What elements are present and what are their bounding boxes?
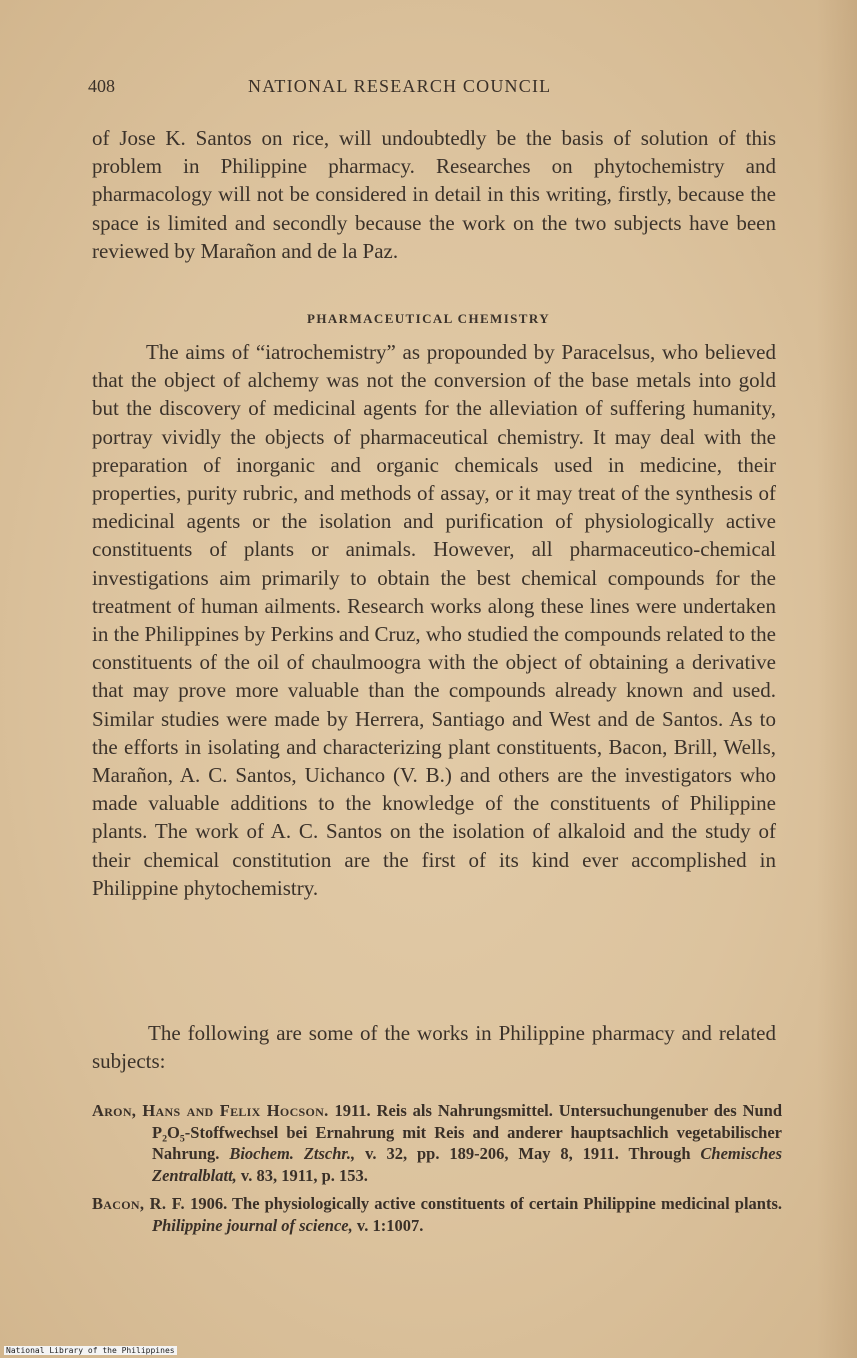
scan-credit: National Library of the Philippines — [6, 1346, 175, 1355]
paragraph-pharmaceutical-chemistry: The aims of “iatrochemistry” as propounded by Paracelsus, who believed that the object of alchemy was not the conversion of the base metals into gold but the discovery of medicinal agents for the alleviation of suffering humanity, portray vividly the objects of pharmaceutical chemistry. It may deal with the preparation of inorganic and organic chemicals used in medicine, their properties, purity rubric, and methods of assay, or it may treat of the synthesis of medicinal agents or the isolation and purification of physiologically active constituents of plants or animals. However, all pharmaceutico-chemical investigations aim primarily to obtain the best chemical compounds for the treatment of human ailments. Research works along these lines were undertaken in the Philippines by Perkins and Cruz, who studied the compounds related to the constituents of the oil of chaulmoogra with the object of obtaining a derivative that may prove more valuable than the compounds already known and used. Similar studies were made by Herrera, Santiago and West and de Santos. As to the efforts in isolating and characterizing plant constituents, Bacon, Brill, Wells, Marañon, A. C. Santos, Uichanco (V. B.) and others are the investigators who made valuable additions to the knowledge of the constituents of Philippine plants. The work of A. C. Santos on the isolation of alkaloid and the study of their chemical constitution are the first of its kind ever accomplished in Philippine phytochemistry. — [92, 340, 776, 900]
reference-journal: Philippine journal of science, — [152, 1215, 353, 1235]
reference-author: Aron, Hans and Felix Hocson. — [92, 1101, 329, 1120]
reference-details: v. 32, pp. 189-206, May 8, 1911. Through — [365, 1144, 691, 1163]
reference-list — [92, 1100, 782, 1243]
paragraph-continued: of Jose K. Santos on rice, will undoubtedly be the basis of solution of this problem in Philippine pharmacy. Researches on phytochemistry and pharmacology will not be considered in detail in this writing, firstly, because the space is limited and secondly because the work on the two subjects have been reviewed by Marañon and de la Paz. — [92, 126, 776, 263]
reference-item — [92, 1100, 782, 1186]
reference-year: 1911. — [334, 1101, 371, 1120]
page-header — [88, 76, 778, 100]
reference-item — [92, 1193, 782, 1236]
reference-title: The physiologically active constituents of certain Philippine medicinal plants. — [232, 1194, 783, 1213]
reference-details: v. 1:1007. — [356, 1215, 424, 1235]
reference-journal: Biochem. Ztschr., — [229, 1144, 356, 1163]
section-title: PHARMACEUTICAL CHEMISTRY — [307, 311, 550, 326]
reference-year: 1906. — [190, 1194, 228, 1213]
reference-details-secondary: v. 83, 1911, p. 153. — [240, 1165, 368, 1185]
page-number: 408 — [88, 76, 115, 96]
running-head: NATIONAL RESEARCH COUNCIL — [248, 76, 552, 96]
paragraph-works-intro: The following are some of the works in Philippine pharmacy and related subjects: — [92, 1021, 776, 1074]
reference-title: Reis als Nahrungsmittel. Untersuchungenuber des Nund P₂O₅-Stoffwechsel bei Ernahrung mit Reis and anderer hauptsachlich vegetabilischer Nahrung. — [152, 1101, 783, 1163]
reference-journal-secondary: Chemisches Zentralblatt, — [152, 1144, 783, 1185]
reference-author: Bacon, R. F. — [92, 1194, 185, 1213]
